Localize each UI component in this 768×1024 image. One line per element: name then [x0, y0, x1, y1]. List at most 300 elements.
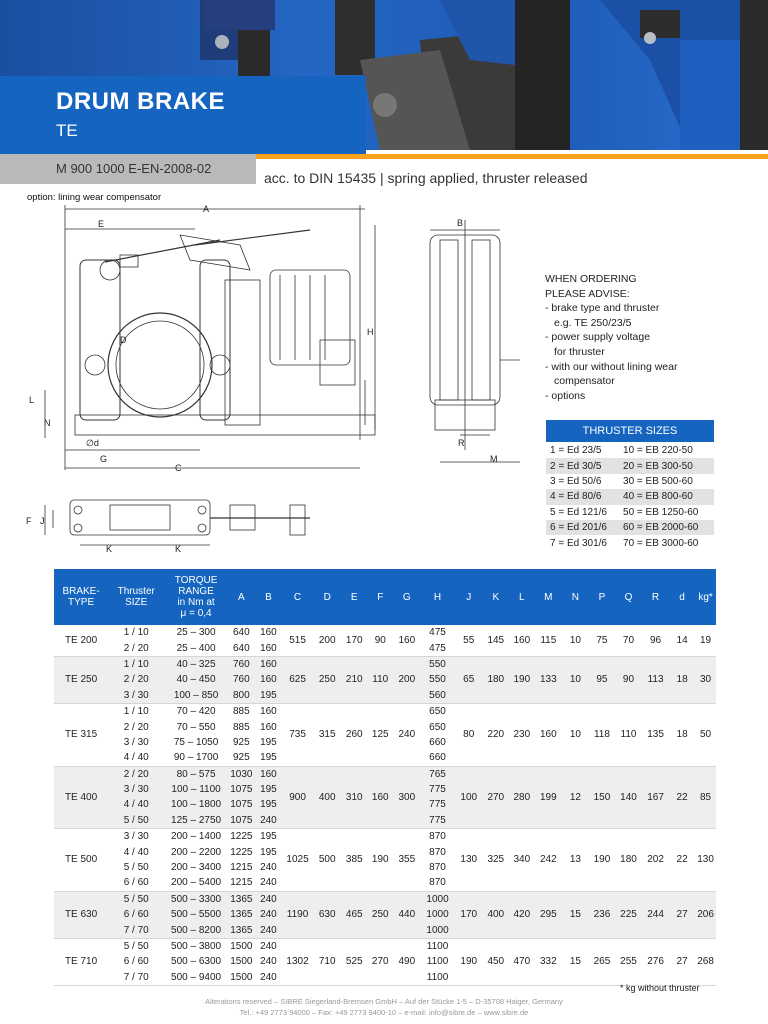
dim-kg-cell: 30	[695, 656, 716, 703]
dim-A-cell: 1365	[228, 907, 255, 922]
dim-E-cell: 385	[341, 829, 367, 892]
dim-H-cell: 1000	[420, 922, 454, 938]
dim-H-cell: 1100	[420, 970, 454, 986]
col-K: K	[483, 569, 509, 625]
dim-B-cell: 240	[255, 891, 282, 907]
brake-type-cell: TE 400	[54, 766, 108, 829]
dim-H-cell: 870	[420, 860, 454, 875]
dim-A-cell: 760	[228, 672, 255, 687]
dim-label-C: C	[175, 463, 182, 473]
dim-R-cell: 244	[642, 891, 669, 938]
dim-kg-cell: 19	[695, 625, 716, 656]
dim-d-cell: 27	[669, 938, 695, 985]
dim-D-cell: 400	[313, 766, 341, 829]
thruster-size-cell: 7 / 70	[108, 970, 164, 986]
thruster-size-cell: 5 = Ed 121/6	[550, 506, 607, 518]
dim-L-cell: 230	[509, 703, 535, 766]
dim-K-cell: 220	[483, 703, 509, 766]
dim-Q-cell: 225	[615, 891, 642, 938]
dim-N-cell: 10	[562, 656, 589, 703]
dim-A-cell: 1215	[228, 875, 255, 891]
dim-F-cell: 110	[367, 656, 393, 703]
thruster-size-cell: 6 = Ed 201/6	[546, 520, 619, 535]
dim-H-cell: 475	[420, 640, 454, 656]
footnote: * kg without thruster	[620, 983, 700, 993]
dim-label-G: G	[100, 454, 108, 464]
table-group	[54, 938, 716, 985]
spec-line: acc. to DIN 15435 | spring applied, thruster released	[264, 170, 588, 186]
dim-Q-cell: 180	[615, 829, 642, 892]
dim-label-E: E	[98, 219, 105, 229]
dim-B-cell: 160	[255, 672, 282, 687]
dim-K-cell: 400	[483, 891, 509, 938]
dim-N-cell: 12	[562, 766, 589, 829]
dim-M-cell: 133	[535, 656, 562, 703]
dim-B-cell: 195	[255, 782, 282, 797]
table-group	[54, 891, 716, 938]
dim-A-cell: 885	[228, 719, 255, 734]
dim-B-cell: 240	[255, 875, 282, 891]
dim-N-cell: 10	[562, 703, 589, 766]
dim-F-cell: 270	[367, 938, 393, 985]
torque-range-cell: 90 – 1700	[164, 750, 227, 766]
dim-d-cell: 22	[669, 829, 695, 892]
dim-R-cell: 276	[642, 938, 669, 985]
dim-label-B: B	[457, 218, 464, 228]
dim-H-cell: 475	[420, 625, 454, 640]
dim-B-cell: 160	[255, 656, 282, 672]
dim-D-cell: 710	[313, 938, 341, 985]
dim-M-cell: 199	[535, 766, 562, 829]
brake-type-cell: TE 710	[54, 938, 108, 985]
col-kg: kg*	[695, 569, 716, 625]
dim-B-cell: 160	[255, 640, 282, 656]
table-group	[54, 829, 716, 892]
footer-address: Alterations reserved – SIBRE Siegerland-Bremsen GmbH – Auf der Stücke 1-5 – D-35708 Haiger, Germany	[205, 997, 563, 1006]
dim-label-L: L	[29, 395, 35, 405]
torque-range-cell: 500 – 5500	[164, 907, 227, 922]
dim-H-cell: 1100	[420, 938, 454, 954]
dim-B-cell: 240	[255, 938, 282, 954]
thruster-size-cell: 30 = EB 500-60	[623, 475, 693, 487]
torque-range-cell: 70 – 550	[164, 719, 227, 734]
option-note: option: lining wear compensator	[27, 192, 162, 203]
dim-M-cell: 242	[535, 829, 562, 892]
dim-L-cell: 420	[509, 891, 535, 938]
dim-D-cell: 630	[313, 891, 341, 938]
thruster-size-cell: 4 / 40	[108, 750, 164, 766]
torque-range-cell: 40 – 325	[164, 656, 227, 672]
ordering-title-1: WHEN ORDERING	[545, 273, 637, 285]
dim-kg-cell: 268	[695, 938, 716, 985]
torque-range-cell: 500 – 6300	[164, 954, 227, 969]
dim-H-cell: 660	[420, 735, 454, 750]
dim-G-cell: 240	[393, 703, 420, 766]
dim-D-cell: 250	[313, 656, 341, 703]
table-header-row	[54, 569, 716, 625]
table-row	[54, 891, 716, 907]
dim-label-H: H	[367, 327, 374, 337]
dim-F-cell: 250	[367, 891, 393, 938]
dim-label-J: J	[40, 516, 45, 526]
torque-range-cell: 200 – 1400	[164, 829, 227, 845]
dim-H-cell: 550	[420, 672, 454, 687]
dim-B-cell: 240	[255, 970, 282, 986]
dim-G-cell: 200	[393, 656, 420, 703]
dim-J-cell: 100	[455, 766, 483, 829]
dim-M-cell: 160	[535, 703, 562, 766]
thruster-size-cell: 2 / 20	[108, 640, 164, 656]
dim-A-cell: 1215	[228, 860, 255, 875]
dim-A-cell: 925	[228, 735, 255, 750]
dim-B-cell: 195	[255, 797, 282, 812]
dim-A-cell: 1225	[228, 844, 255, 859]
thruster-size-cell: 60 = EB 2000-60	[619, 520, 714, 535]
dim-B-cell: 240	[255, 907, 282, 922]
dim-E-cell: 260	[341, 703, 367, 766]
table-group	[54, 703, 716, 766]
dim-A-cell: 640	[228, 640, 255, 656]
dim-R-cell: 135	[642, 703, 669, 766]
col-B: B	[255, 569, 282, 625]
ordering-line: for thruster	[554, 345, 605, 358]
torque-range-cell: 70 – 420	[164, 703, 227, 719]
dim-P-cell: 190	[589, 829, 615, 892]
dim-P-cell: 265	[589, 938, 615, 985]
dim-Q-cell: 255	[615, 938, 642, 985]
dim-G-cell: 300	[393, 766, 420, 829]
thruster-size-cell: 70 = EB 3000-60	[623, 537, 699, 549]
torque-range-cell: 80 – 575	[164, 766, 227, 782]
dim-B-cell: 195	[255, 750, 282, 766]
dim-A-cell: 1225	[228, 829, 255, 845]
dim-H-cell: 870	[420, 829, 454, 845]
dim-M-cell: 332	[535, 938, 562, 985]
dim-L-cell: 280	[509, 766, 535, 829]
ordering-line: - with our without lining wear	[545, 360, 678, 373]
torque-range-cell: 125 – 2750	[164, 813, 227, 829]
dim-J-cell: 170	[455, 891, 483, 938]
torque-range-cell: 25 – 400	[164, 640, 227, 656]
dim-label-d: ∅d	[86, 438, 99, 448]
ordering-line: - power supply voltage	[545, 331, 651, 344]
thruster-size-cell: 5 / 50	[108, 938, 164, 954]
dim-C-cell: 900	[282, 766, 313, 829]
dim-A-cell: 1500	[228, 938, 255, 954]
dim-label-K2: K	[175, 544, 182, 554]
dim-L-cell: 160	[509, 625, 535, 656]
dim-B-cell: 160	[255, 719, 282, 734]
dim-kg-cell: 85	[695, 766, 716, 829]
thruster-size-cell: 10 = EB 220-50	[623, 445, 693, 457]
torque-range-cell: 200 – 2200	[164, 844, 227, 859]
thruster-sizes-heading: THRUSTER SIZES	[546, 420, 714, 442]
dim-B-cell: 240	[255, 813, 282, 829]
torque-range-cell: 100 – 1100	[164, 782, 227, 797]
col-N: N	[562, 569, 589, 625]
table-group	[54, 625, 716, 656]
dim-R-cell: 96	[642, 625, 669, 656]
thruster-size-cell: 4 / 40	[108, 797, 164, 812]
thruster-size-cell: 1 / 10	[108, 625, 164, 640]
dim-A-cell: 1365	[228, 891, 255, 907]
thruster-size-cell: 40 = EB 800-60	[619, 489, 714, 504]
dim-H-cell: 775	[420, 782, 454, 797]
dim-C-cell: 1302	[282, 938, 313, 985]
dim-E-cell: 465	[341, 891, 367, 938]
dim-label-N: N	[44, 418, 51, 428]
dim-A-cell: 885	[228, 703, 255, 719]
thruster-size-row	[546, 535, 714, 550]
col-thruster-size: Thruster SIZE	[108, 569, 164, 625]
thruster-size-cell: 5 / 50	[108, 813, 164, 829]
dim-A-cell: 760	[228, 656, 255, 672]
dim-kg-cell: 206	[695, 891, 716, 938]
thruster-size-cell: 3 / 30	[108, 688, 164, 704]
dim-A-cell: 1030	[228, 766, 255, 782]
thruster-size-cell: 50 = EB 1250-60	[623, 506, 699, 518]
dim-P-cell: 75	[589, 625, 615, 656]
dim-A-cell: 800	[228, 688, 255, 704]
dim-G-cell: 490	[393, 938, 420, 985]
thruster-size-cell: 1 = Ed 23/5	[550, 445, 602, 457]
dim-A-cell: 1365	[228, 922, 255, 938]
torque-range-cell: 200 – 5400	[164, 875, 227, 891]
technical-drawing	[20, 200, 540, 560]
thruster-size-cell: 6 / 60	[108, 954, 164, 969]
table-row	[54, 829, 716, 845]
dim-F-cell: 190	[367, 829, 393, 892]
thruster-size-cell: 2 / 20	[108, 719, 164, 734]
thruster-size-cell: 2 / 20	[108, 672, 164, 687]
table-row	[54, 625, 716, 640]
table-row	[54, 938, 716, 954]
thruster-size-cell: 2 = Ed 30/5	[546, 458, 619, 473]
torque-range-cell: 500 – 8200	[164, 922, 227, 938]
thruster-size-row	[546, 458, 714, 473]
dim-F-cell: 160	[367, 766, 393, 829]
thruster-size-cell: 7 = Ed 301/6	[550, 537, 607, 549]
thruster-size-cell: 1 / 10	[108, 703, 164, 719]
dim-d-cell: 14	[669, 625, 695, 656]
ordering-line: - brake type and thruster	[545, 302, 660, 315]
dim-H-cell: 660	[420, 750, 454, 766]
dim-kg-cell: 50	[695, 703, 716, 766]
dim-B-cell: 195	[255, 829, 282, 845]
dim-d-cell: 18	[669, 703, 695, 766]
dim-N-cell: 15	[562, 891, 589, 938]
dim-B-cell: 195	[255, 688, 282, 704]
dim-d-cell: 18	[669, 656, 695, 703]
dim-N-cell: 15	[562, 938, 589, 985]
torque-range-cell: 500 – 3800	[164, 938, 227, 954]
dim-R-cell: 113	[642, 656, 669, 703]
table-row	[54, 656, 716, 672]
dim-K-cell: 450	[483, 938, 509, 985]
dim-E-cell: 170	[341, 625, 367, 656]
dim-B-cell: 160	[255, 625, 282, 640]
dim-B-cell: 160	[255, 703, 282, 719]
thruster-size-cell: 4 = Ed 80/6	[546, 489, 619, 504]
thruster-size-row	[546, 443, 714, 458]
thruster-size-cell: 4 / 40	[108, 844, 164, 859]
ordering-line: compensator	[554, 375, 615, 388]
table-row	[54, 703, 716, 719]
brake-type-cell: TE 630	[54, 891, 108, 938]
dim-C-cell: 735	[282, 703, 313, 766]
dim-J-cell: 55	[455, 625, 483, 656]
dim-M-cell: 295	[535, 891, 562, 938]
thruster-size-row	[546, 489, 714, 504]
thruster-size-cell: 2 / 20	[108, 766, 164, 782]
table-group	[54, 656, 716, 703]
table-row	[54, 766, 716, 782]
thruster-size-cell: 3 / 30	[108, 735, 164, 750]
dim-Q-cell: 70	[615, 625, 642, 656]
dim-label-K1: K	[106, 544, 113, 554]
ordering-notes	[545, 272, 677, 403]
dim-A-cell: 640	[228, 625, 255, 640]
ordering-line: e.g. TE 250/23/5	[554, 316, 632, 329]
brake-type-cell: TE 315	[54, 703, 108, 766]
dim-P-cell: 236	[589, 891, 615, 938]
dim-K-cell: 270	[483, 766, 509, 829]
dimensions-table	[54, 569, 716, 986]
dim-label-F: F	[26, 516, 32, 526]
torque-range-cell: 100 – 1800	[164, 797, 227, 812]
dim-J-cell: 65	[455, 656, 483, 703]
accent-bar	[256, 154, 768, 159]
dim-Q-cell: 110	[615, 703, 642, 766]
dim-label-A: A	[203, 204, 210, 214]
brake-type-cell: TE 200	[54, 625, 108, 656]
torque-range-cell: 500 – 9400	[164, 970, 227, 986]
dim-C-cell: 515	[282, 625, 313, 656]
thruster-size-cell: 5 / 50	[108, 891, 164, 907]
thruster-size-row	[546, 520, 714, 535]
dim-A-cell: 1500	[228, 954, 255, 969]
dim-N-cell: 13	[562, 829, 589, 892]
dim-A-cell: 1075	[228, 797, 255, 812]
thruster-size-row	[546, 474, 714, 489]
dim-P-cell: 95	[589, 656, 615, 703]
dim-C-cell: 625	[282, 656, 313, 703]
col-F: F	[367, 569, 393, 625]
dim-H-cell: 870	[420, 844, 454, 859]
col-L: L	[509, 569, 535, 625]
dim-J-cell: 190	[455, 938, 483, 985]
torque-range-cell: 75 – 1050	[164, 735, 227, 750]
ordering-title-2: PLEASE ADVISE:	[545, 287, 630, 300]
dim-label-R: R	[458, 438, 465, 448]
dim-B-cell: 195	[255, 735, 282, 750]
torque-range-cell: 25 – 300	[164, 625, 227, 640]
page-title: DRUM BRAKE	[56, 88, 225, 115]
thruster-sizes-table	[546, 443, 714, 551]
dim-K-cell: 180	[483, 656, 509, 703]
dim-A-cell: 1075	[228, 782, 255, 797]
dim-G-cell: 160	[393, 625, 420, 656]
dim-N-cell: 10	[562, 625, 589, 656]
brake-type-cell: TE 250	[54, 656, 108, 703]
dim-H-cell: 775	[420, 813, 454, 829]
thruster-size-cell: 6 / 60	[108, 875, 164, 891]
dim-d-cell: 27	[669, 891, 695, 938]
dim-J-cell: 130	[455, 829, 483, 892]
doc-number: M 900 1000 E-EN-2008-02	[56, 161, 212, 176]
dim-D-cell: 200	[313, 625, 341, 656]
dim-Q-cell: 90	[615, 656, 642, 703]
thruster-size-row	[546, 505, 714, 520]
thruster-size-cell: 20 = EB 300-50	[619, 458, 714, 473]
dim-G-cell: 355	[393, 829, 420, 892]
dim-A-cell: 1500	[228, 970, 255, 986]
dim-H-cell: 775	[420, 797, 454, 812]
col-D: D	[313, 569, 341, 625]
thruster-size-cell: 3 / 30	[108, 829, 164, 845]
dim-B-cell: 240	[255, 922, 282, 938]
col-H: H	[420, 569, 454, 625]
dim-D-cell: 315	[313, 703, 341, 766]
thruster-size-cell: 6 / 60	[108, 907, 164, 922]
table-group	[54, 766, 716, 829]
dim-A-cell: 925	[228, 750, 255, 766]
dim-A-cell: 1075	[228, 813, 255, 829]
dim-P-cell: 150	[589, 766, 615, 829]
dim-L-cell: 470	[509, 938, 535, 985]
dim-C-cell: 1190	[282, 891, 313, 938]
col-M: M	[535, 569, 562, 625]
torque-range-cell: 40 – 450	[164, 672, 227, 687]
dim-L-cell: 190	[509, 656, 535, 703]
col-d: d	[669, 569, 695, 625]
dim-B-cell: 160	[255, 766, 282, 782]
dim-d-cell: 22	[669, 766, 695, 829]
dim-label-D: D	[120, 335, 127, 345]
dim-H-cell: 1100	[420, 954, 454, 969]
dim-H-cell: 1000	[420, 891, 454, 907]
dim-H-cell: 870	[420, 875, 454, 891]
dim-F-cell: 125	[367, 703, 393, 766]
col-brake-type: BRAKE- TYPE	[54, 569, 108, 625]
dim-R-cell: 167	[642, 766, 669, 829]
dim-G-cell: 440	[393, 891, 420, 938]
dim-H-cell: 550	[420, 656, 454, 672]
dim-K-cell: 145	[483, 625, 509, 656]
thruster-size-cell: 1 / 10	[108, 656, 164, 672]
torque-range-cell: 100 – 850	[164, 688, 227, 704]
dim-H-cell: 560	[420, 688, 454, 704]
thruster-size-cell: 3 = Ed 50/6	[550, 475, 602, 487]
ordering-line: - options	[545, 389, 586, 402]
page-subtitle: TE	[56, 121, 78, 140]
dim-E-cell: 525	[341, 938, 367, 985]
dim-J-cell: 80	[455, 703, 483, 766]
dim-L-cell: 340	[509, 829, 535, 892]
col-J: J	[455, 569, 483, 625]
dim-E-cell: 310	[341, 766, 367, 829]
dim-D-cell: 500	[313, 829, 341, 892]
dim-B-cell: 240	[255, 860, 282, 875]
dim-R-cell: 202	[642, 829, 669, 892]
footer-contact: Tel.: +49 2773 94000 – Fax: +49 2773 9400-10 – e-mail: info@sibre.de – www.sibre.de	[239, 1008, 529, 1017]
thruster-size-cell: 5 / 50	[108, 860, 164, 875]
dim-M-cell: 115	[535, 625, 562, 656]
col-A: A	[228, 569, 255, 625]
dim-Q-cell: 140	[615, 766, 642, 829]
dim-B-cell: 195	[255, 844, 282, 859]
col-R: R	[642, 569, 669, 625]
